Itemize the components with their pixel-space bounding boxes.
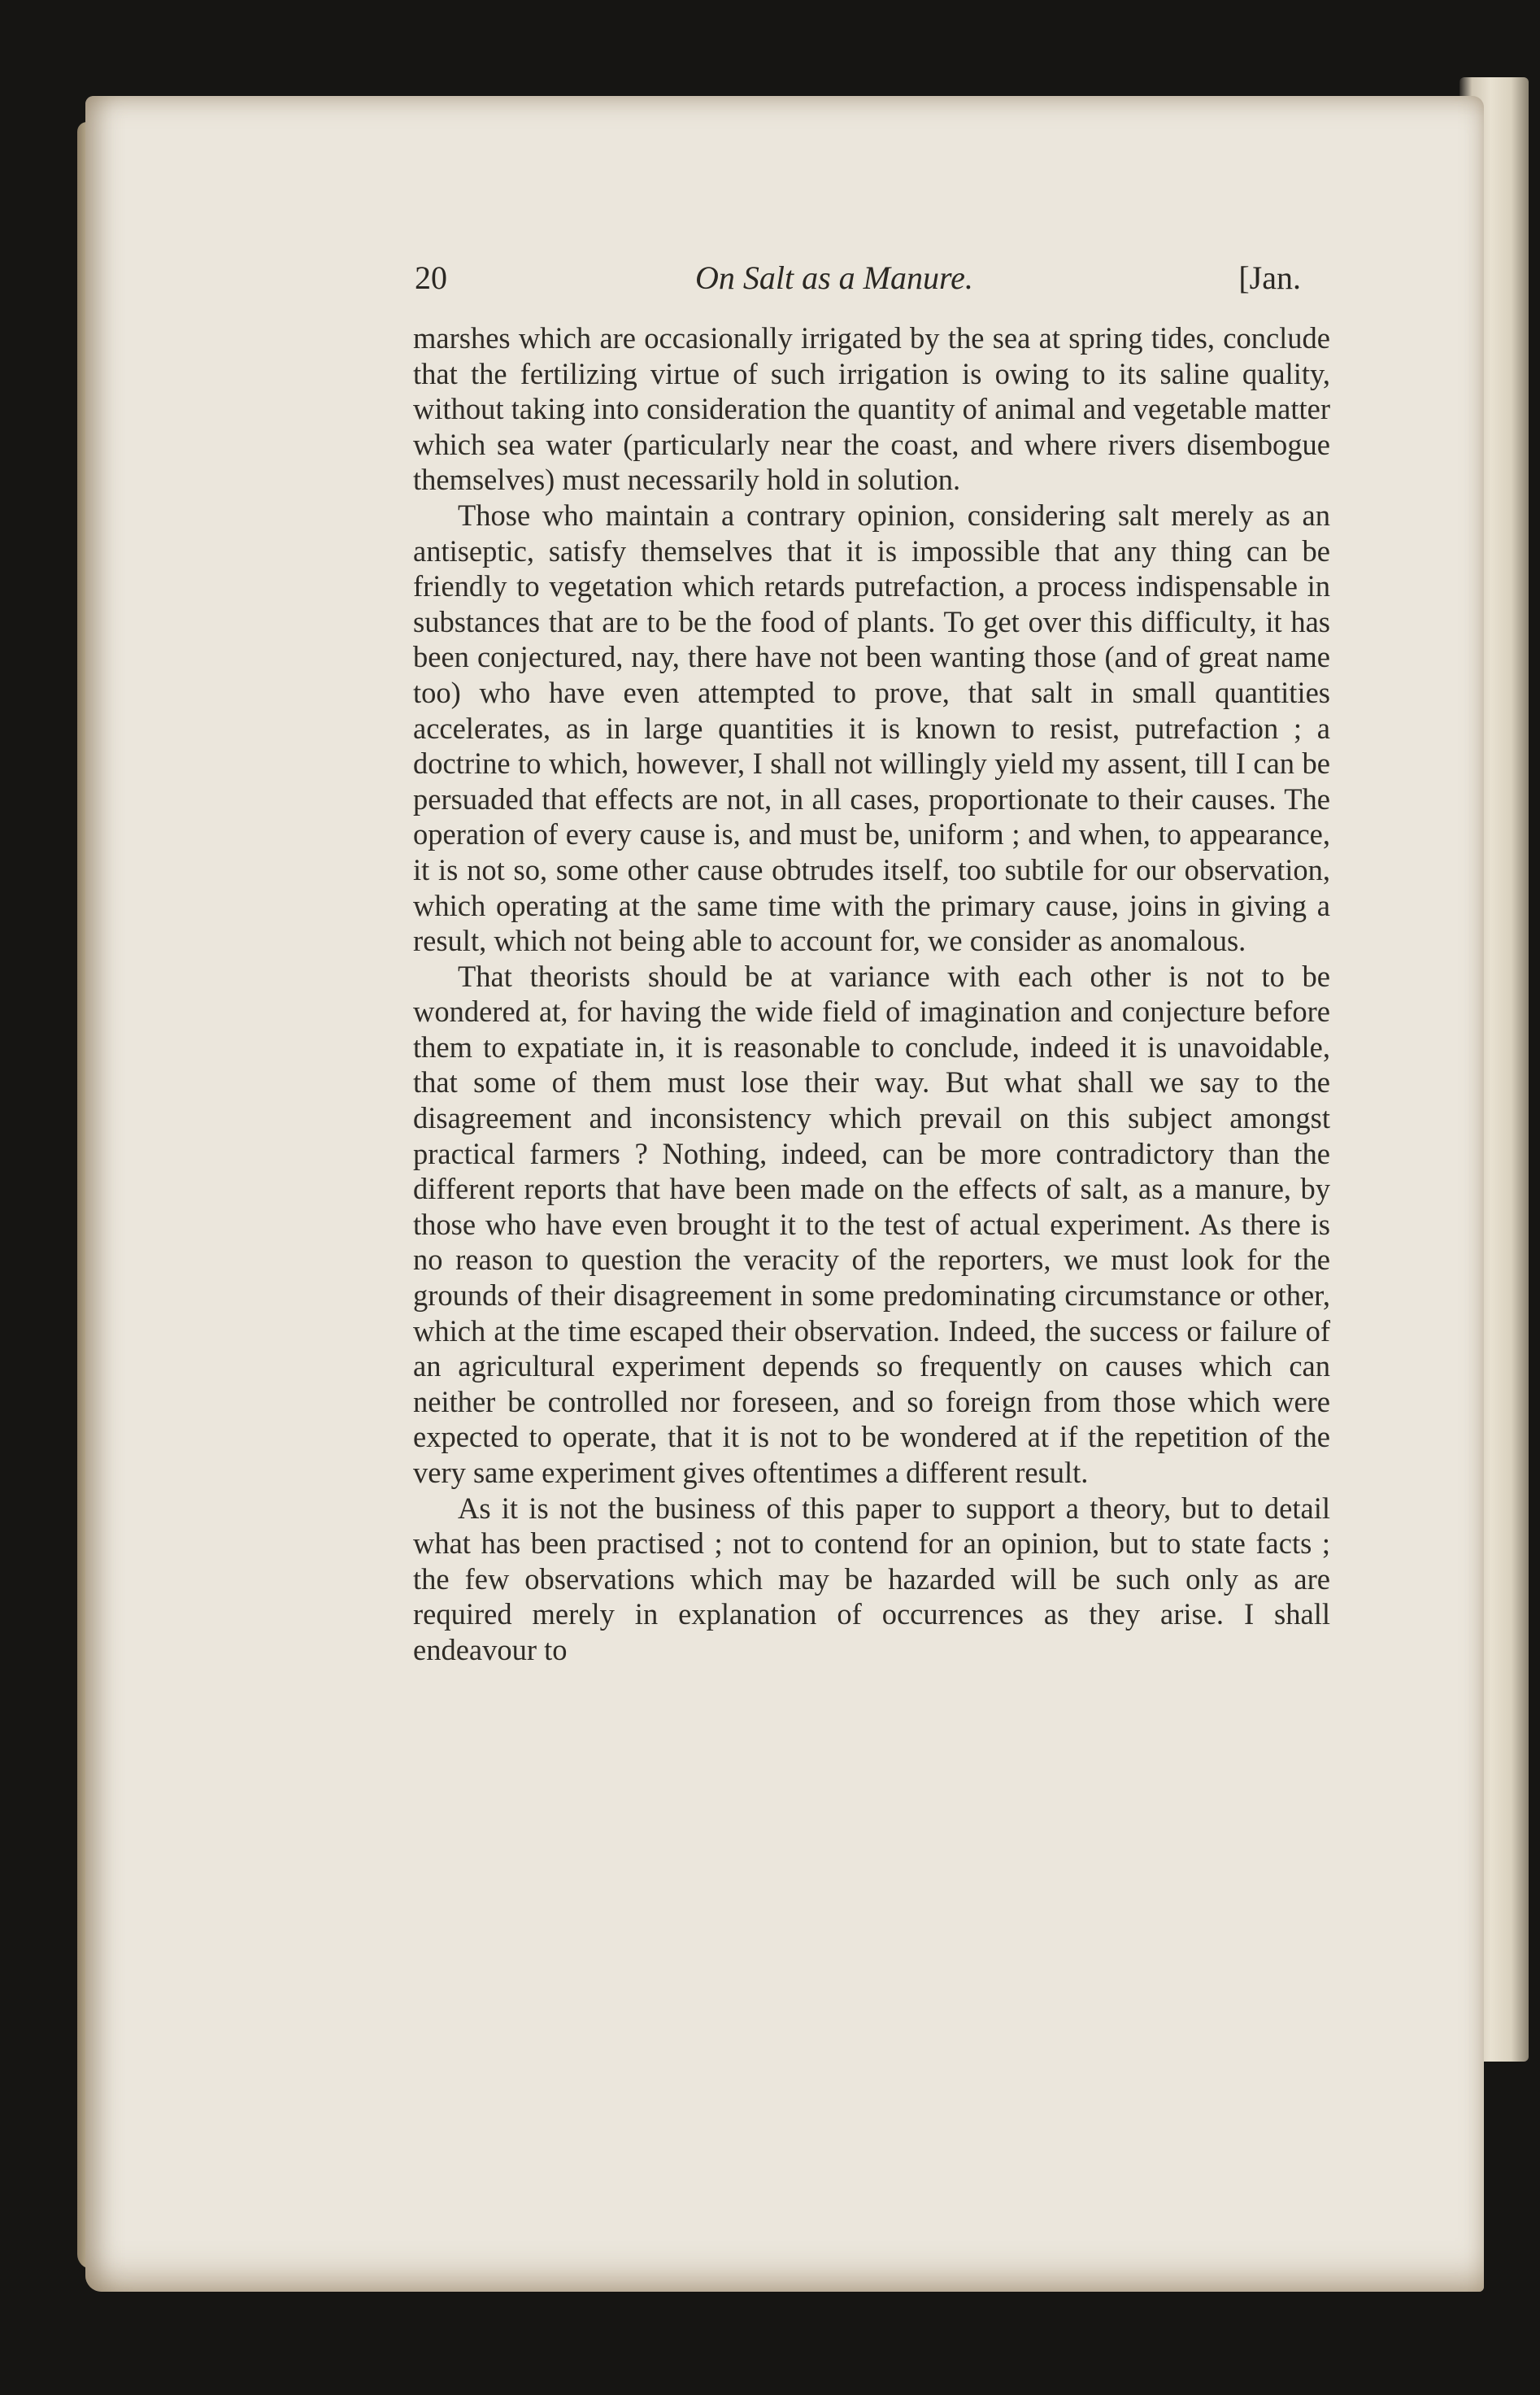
body-text: [413, 320, 1330, 1668]
page-number: 20: [415, 259, 447, 296]
running-title: On Salt as a Manure.: [695, 259, 973, 296]
issue-month: [Jan.: [1238, 259, 1301, 296]
paragraph: That theorists should be at variance with each other is not to be wondered at, for having the wide field of imagination and conjecture before them to expatiate in, it is reasonable to conclude, indeed it is unavoidable, that some of them must lose their way. But what shall we say to the disagreement and inconsistency which prevail on this subject amongst practical farmers ? Nothing, indeed, can be more contradictory than the different reports that have been made on the effects of salt, as a manure, by those who have even brought it to the test of actual experiment. As there is no reason to question the veracity of the reporters, we must look for the grounds of their disagreement in some predominating circumstance or other, which at the time escaped their observation. Indeed, the success or failure of an agricultural experiment depends so frequently on causes which can neither be controlled nor foreseen, and so foreign from those which were expected to operate, that it is not to be wondered at if the repetition of the very same experiment gives oftentimes a different result.: [413, 959, 1330, 1489]
paragraph: As it is not the business of this paper to support a theory, but to detail what has been practised ; not to contend for an opinion, but to state facts ; the few observations which may be hazarded will be such only as are required merely in explanation of occurrences as they arise. I shall endeavour to: [413, 1491, 1330, 1666]
paragraph: marshes which are occasionally irrigated by the sea at spring tides, conclude that the fertilizing virtue of such irrigation is owing to its saline quality, without taking into consideration the quantity of animal and vegetable matter which sea water (particularly near the coast, and where rivers disembogue themselves) must necessarily hold in solution.: [413, 321, 1330, 497]
paragraph: Those who maintain a contrary opinion, considering salt merely as an antiseptic, satisfy themselves that it is impossible that any thing can be friendly to vegetation which retards putrefaction, a process indispensable in substances that are to be the food of plants. To get over this difficulty, it has been conjectured, nay, there have not been wanting those (and of great name too) who have even attempted to prove, that salt in small quantities accelerates, as in large quantities it is known to resist, putrefaction ; a doctrine to which, however, I shall not willingly yield my assent, till I can be persuaded that effects are not, in all cases, proportionate to their causes. The operation of every cause is, and must be, uniform ; and when, to appearance, it is not so, some other cause obtrudes itself, too subtile for our observation, which operating at the same time with the primary cause, joins in giving a result, which not being able to account for, we consider as anomalous.: [413, 498, 1330, 958]
page-header: [415, 259, 1309, 307]
